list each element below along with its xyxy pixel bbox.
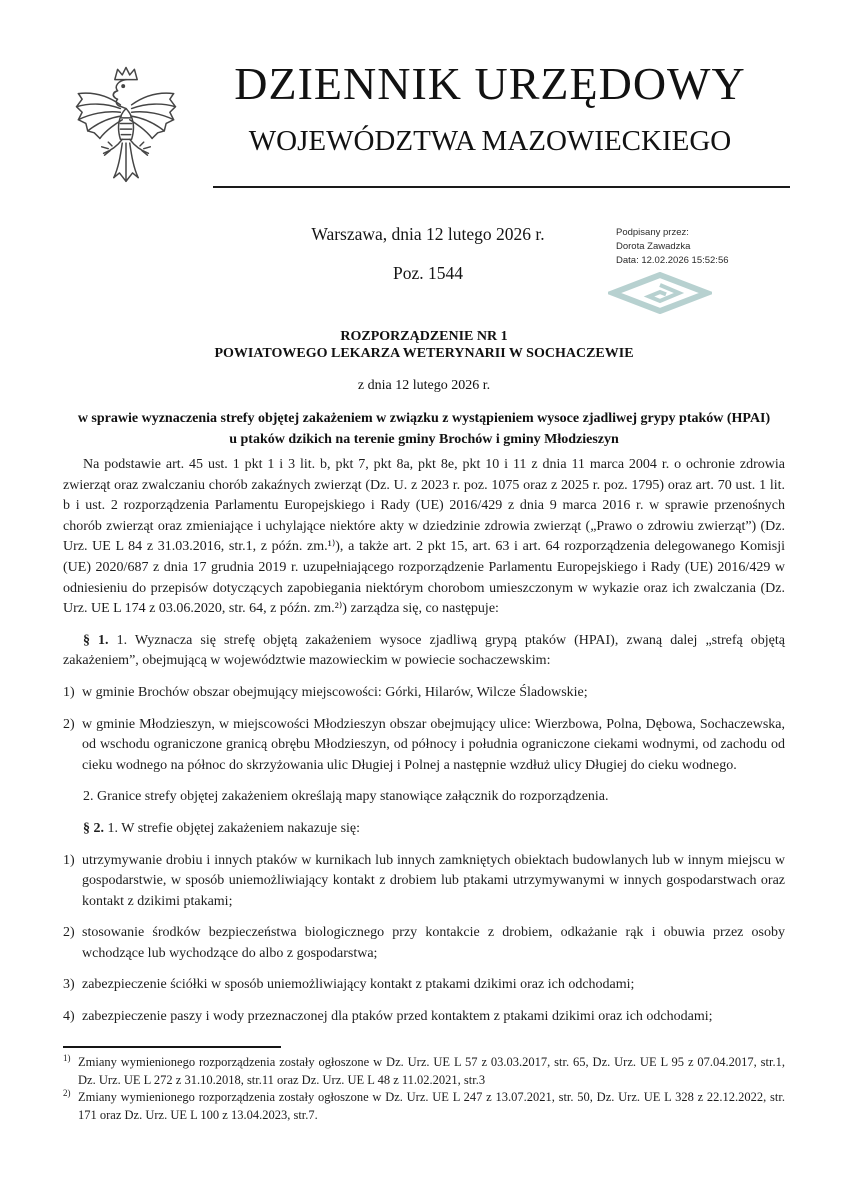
- paragraph-2: [63, 819, 785, 840]
- act-subject: w sprawie wyznaczenia strefy objętej zakażeniem w związku z wystąpieniem wysoce zjadliwej grypy ptaków (HPAI) u ptaków dzikich na terenie gminy Brochów i gminy Młodzieszyn: [77, 411, 771, 447]
- footnote-separator: [63, 1046, 281, 1048]
- footnotes: [63, 1046, 785, 1124]
- place-date-line: Warszawa, dnia 12 lutego 2026 r.: [311, 224, 545, 244]
- list-item-number: 1): [63, 852, 75, 868]
- position-number: Poz. 1544: [393, 263, 463, 283]
- masthead: [185, 58, 795, 158]
- signature-stamp-icon: [608, 272, 712, 314]
- list-item: [63, 1007, 785, 1028]
- act-heading: [63, 329, 785, 450]
- list-item: [63, 715, 785, 777]
- list-item-text: w gminie Młodzieszyn, w miejscowości Młodzieszyn obszar obejmujący ulice: Wierzbowa, Polna, Dębowa, Sochaczewska, od wschodu ograniczone granicą obrębu Młodzieszyn, od północy i południa ograniczone ciekami wodnymi, od zachodu od cieku wodnego na północ do skrzyżowania ulic Długiej i Polnej a następnie wzdłuż ulicy Długiej do cieku wodnego.: [82, 716, 785, 773]
- list-item: [63, 683, 785, 704]
- footnote-marker: 2): [63, 1088, 71, 1098]
- journal-subtitle: WOJEWÓDZTWA MAZOWIECKIEGO: [248, 125, 732, 157]
- paragraph-2-text: 1. W strefie objętej zakażeniem nakazuje się:: [107, 820, 361, 836]
- paragraph-2-lead: § 2.: [83, 820, 104, 836]
- footnote: [63, 1089, 785, 1124]
- signature-date: Data: 12.02.2026 15:52:56: [616, 255, 729, 266]
- list-item-number: 2): [63, 925, 75, 941]
- list-item-number: 3): [63, 977, 75, 993]
- preamble-paragraph: Na podstawie art. 45 ust. 1 pkt 1 i 3 lit. b, pkt 7, pkt 8a, pkt 8e, pkt 10 i 11 z dnia 11 marca 2004 r. o ochronie zdrowia zwierząt oraz zwalczaniu chorób zakaźnych zwierząt (Dz. U. z 2023 r. poz. 1075 oraz z 2025 r. poz. 1795) oraz art. 70 ust. 1 lit. b i ust. 2 rozporządzenia Parlamentu Europejskiego i Rady (UE) 2016/429 z dnia 9 marca 2016 r. w sprawie przenośnych chorób zwierząt oraz zmieniające i uchylające niektóre akty w dziedzinie zdrowia zwierząt („Prawo o zdrowiu zwierząt”) (Dz. Urz. UE L 84 z 31.03.2016, str.1, z późn. zm.¹⁾), a także art. 2 pkt 15, art. 63 i art. 64 rozporządzenia delegowanego Komisji (UE) 2020/687 z dnia 17 grudnia 2019 r. uzupełniającego rozporządzenie Parlamentu Europejskiego i Rady (UE) 2016/429 w odniesieniu do przepisów dotyczących zapobiegania niektórym chorobom umieszczonym w wykazie oraz ich zwalczania (Dz. Urz. UE L 174 z 03.06.2020, str. 64, z późn. zm.²⁾) zarządza się, co następuje:: [63, 457, 785, 617]
- list-item: [63, 975, 785, 996]
- polish-eagle-emblem-icon: [70, 64, 182, 196]
- footnote-text: Zmiany wymienionego rozporządzenia zostały ogłoszone w Dz. Urz. UE L 57 z 03.03.2017, str. 65, Dz. Urz. UE L 95 z 07.04.2017, str.1, Dz. Urz. UE L 272 z 31.10.2018, str.11 oraz Dz. Urz. UE L 48 z 11.02.2021, str.3: [78, 1055, 785, 1087]
- list-item-number: 4): [63, 1009, 75, 1025]
- paragraph-1-lead: § 1.: [83, 632, 109, 648]
- footnote-marker: 1): [63, 1053, 71, 1063]
- list-item-text: zabezpieczenie paszy i wody przeznaczonej dla ptaków przed kontaktem z ptakami dzikimi oraz ich odchodami;: [82, 1009, 713, 1025]
- list-item-text: w gminie Brochów obszar obejmujący miejscowości: Górki, Hilarów, Wilcze Śladowskie;: [82, 684, 588, 700]
- list-item-text: stosowanie środków bezpieczeństwa biologicznego przy kontakcie z drobiem, odkażanie rąk i obuwia przez osoby wchodzące lub wychodzące do albo z gospodarstwa;: [82, 925, 785, 961]
- act-title-line2: POWIATOWEGO LEKARZA WETERYNARII W SOCHACZEWIE: [214, 345, 634, 361]
- list-item-number: 2): [63, 716, 75, 732]
- signature-label: Podpisany przez:: [616, 227, 689, 238]
- act-date: z dnia 12 lutego 2026 r.: [357, 378, 491, 393]
- list-item-text: utrzymywanie drobiu i innych ptaków w kurnikach lub innych zamkniętych obiektach budowlanych lub w innym miejscu w gospodarstwie, w sposób uniemożliwiający kontakt z drobiem lub ptakami utrzymywanymi w innych gospodarstwach oraz kontakt z dzikimi ptakami;: [82, 852, 785, 909]
- paragraph-1-text: 1. Wyznacza się strefę objętą zakażeniem wysoce zjadliwą grypą ptaków (HPAI), zwaną dalej „strefą objętą zakażeniem”, obejmującą w województwie mazowieckim w powiecie sochaczewskim:: [63, 632, 785, 669]
- footnote: [63, 1054, 785, 1089]
- list-item-text: zabezpieczenie ściółki w sposób uniemożliwiający kontakt z ptakami dzikimi oraz ich odchodami;: [82, 977, 635, 993]
- act-title-line1: ROZPORZĄDZENIE NR 1: [340, 329, 508, 344]
- list-item: [63, 851, 785, 913]
- masthead-rule: [213, 186, 790, 188]
- signature-block: [616, 226, 786, 314]
- act-body: [63, 455, 785, 1039]
- journal-title: DZIENNIK URZĘDOWY: [234, 58, 746, 109]
- stamp-inner-spiral: [649, 285, 679, 301]
- paragraph-1: [63, 631, 785, 672]
- list-item-number: 1): [63, 684, 75, 700]
- list-item: [63, 923, 785, 964]
- footnote-text: Zmiany wymienionego rozporządzenia zostały ogłoszone w Dz. Urz. UE L 247 z 13.07.2021, str. 50, Dz. Urz. UE L 328 z 22.12.2022, str. 171 oraz Dz. Urz. UE L 100 z 13.04.2023, str.7.: [78, 1090, 785, 1122]
- paragraph-1-sub2: 2. Granice strefy objętej zakażeniem określają mapy stanowiące załącznik do rozporządzenia.: [83, 789, 609, 805]
- signer-name: Dorota Zawadzka: [616, 241, 691, 252]
